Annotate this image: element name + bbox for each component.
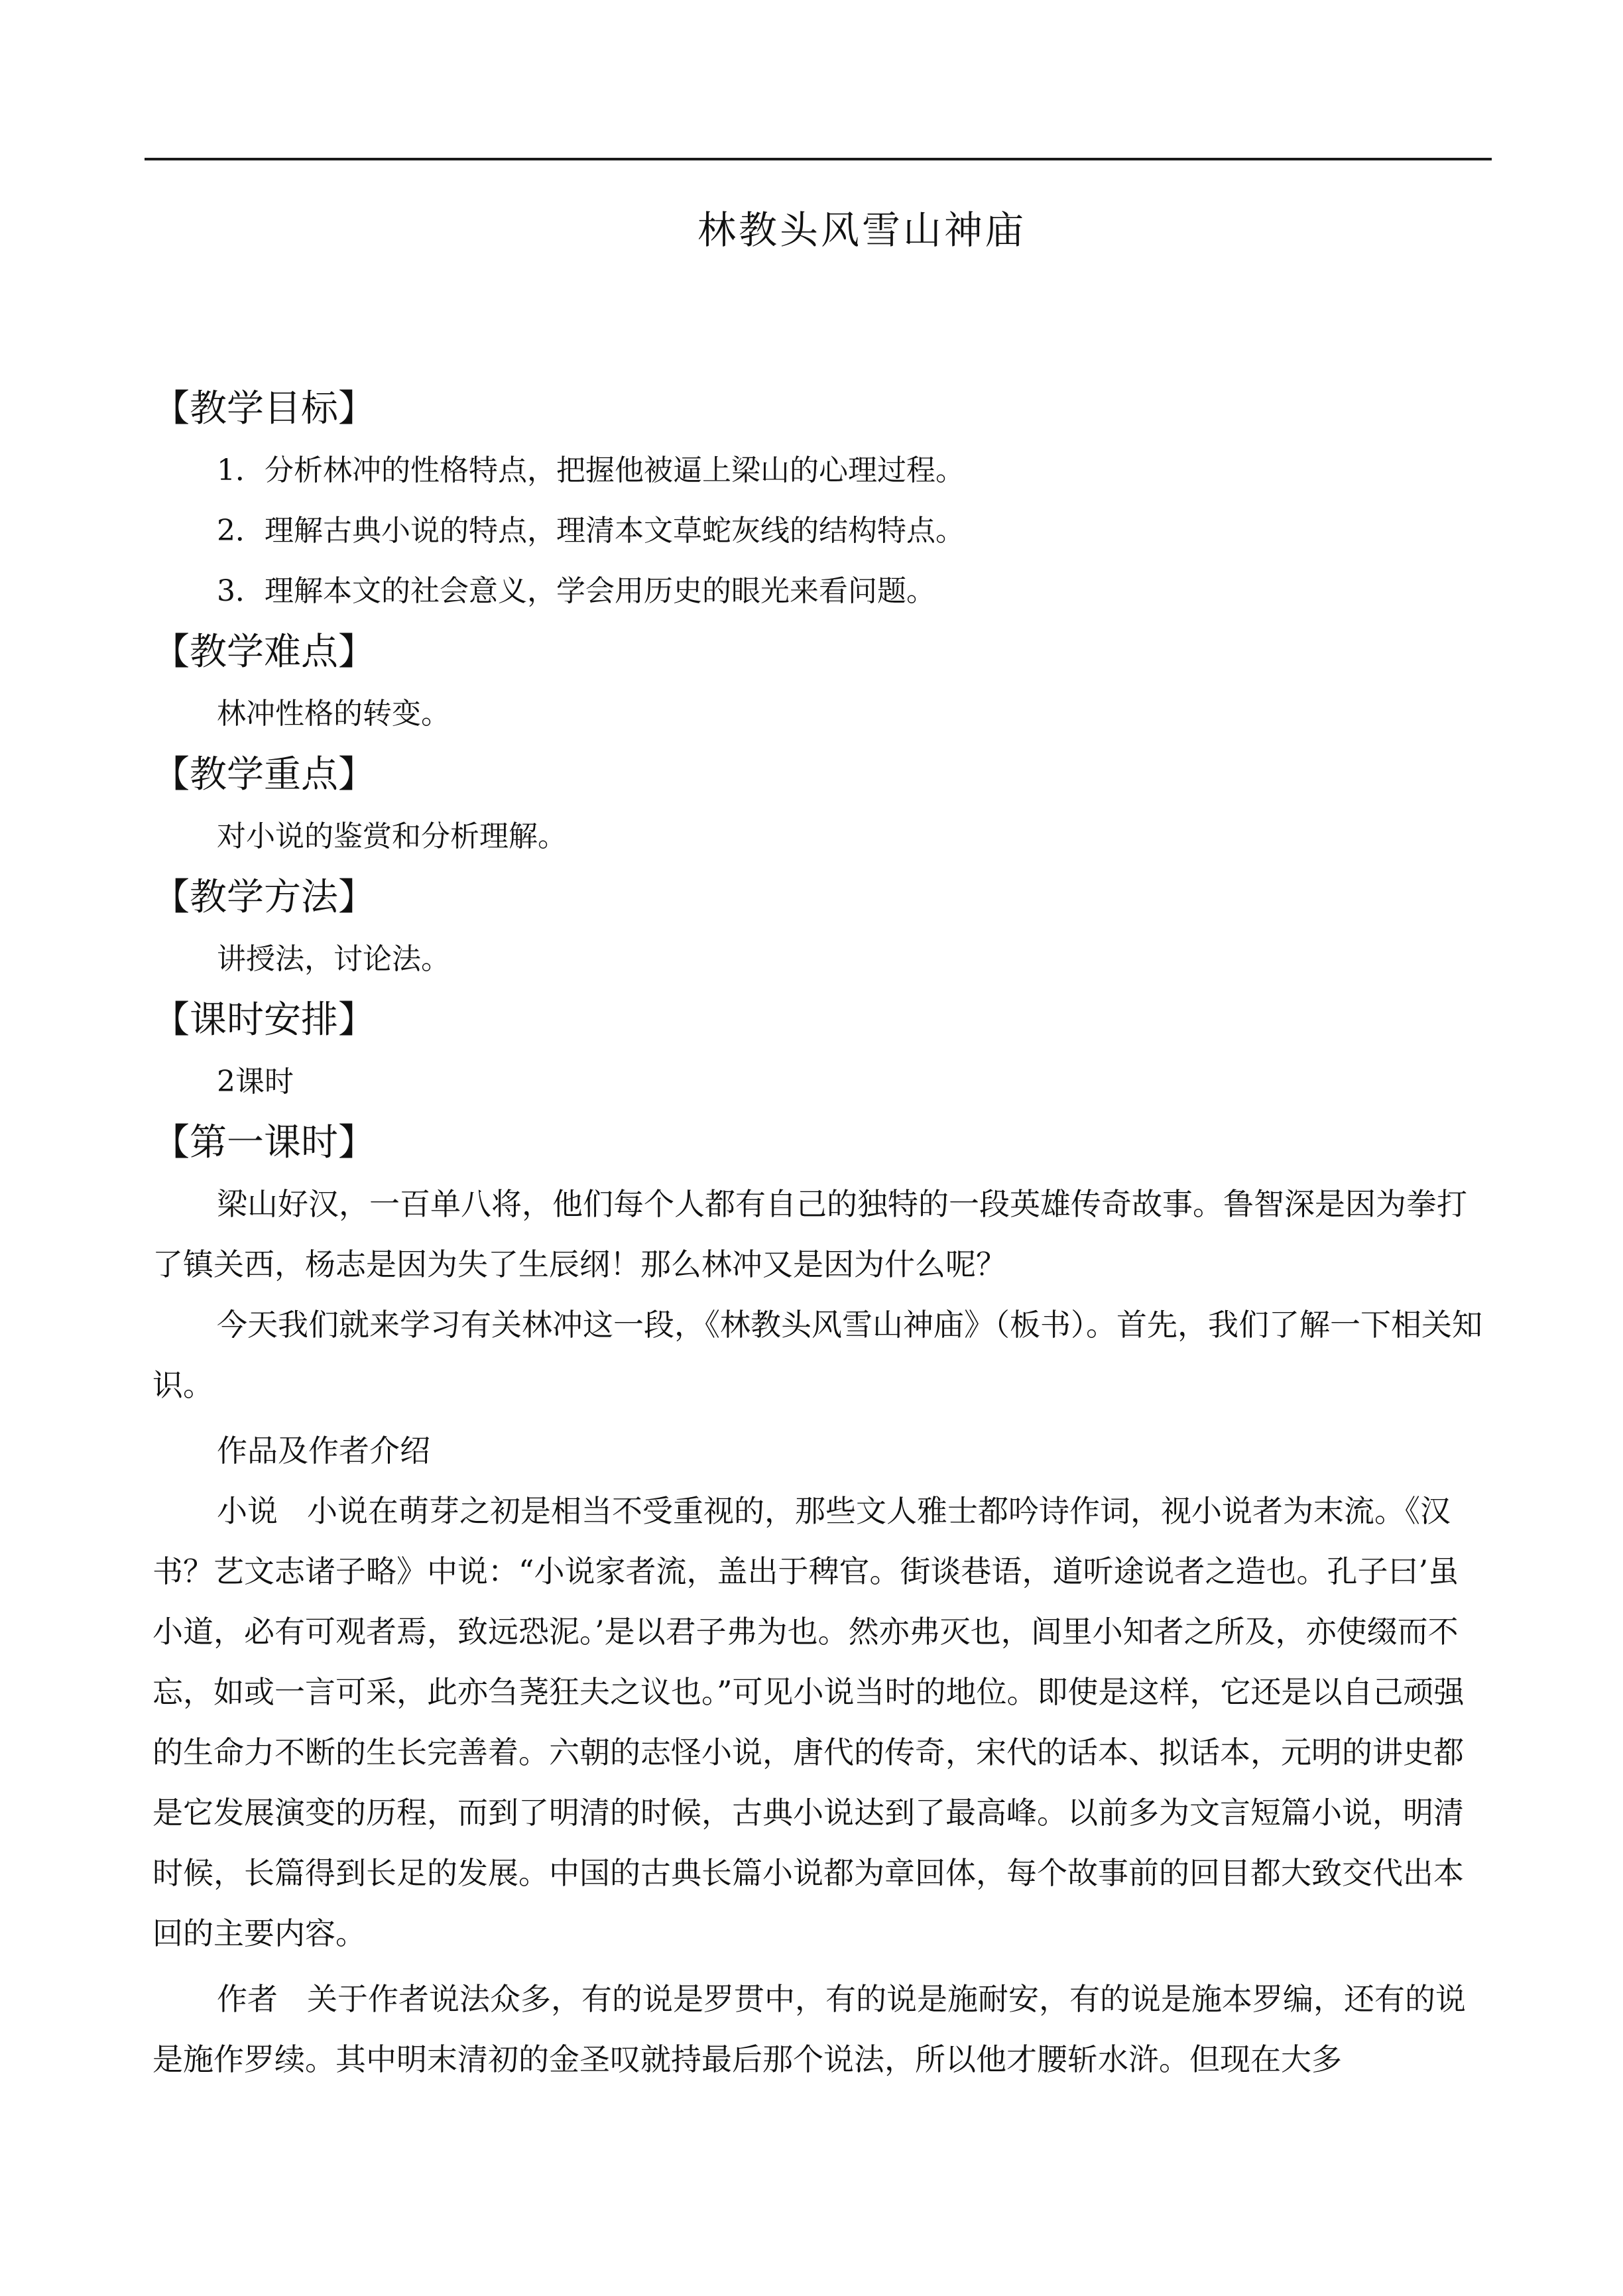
- schedule-text: 2课时: [217, 1065, 294, 1099]
- difficulty-text: 林冲性格的转变。: [217, 697, 450, 731]
- novel-label: 小说: [217, 1493, 278, 1529]
- key-text: 对小说的鉴赏和分析理解。: [217, 819, 567, 853]
- document-body: [152, 378, 1485, 2090]
- page-title: 林教头风雪山神庙: [697, 208, 1026, 253]
- section-heading-method: 【教学方法】: [152, 876, 375, 919]
- section-heading-lesson1: 【第一课时】: [152, 1121, 375, 1164]
- novel-paragraph: [152, 1481, 1485, 1964]
- lesson1-paragraph-2: 今天我们就来学习有关林冲这一段，《林教头风雪山神庙》（板书）。首先，我们了解一下相关知识。: [152, 1307, 1482, 1403]
- header-rule: [145, 158, 1492, 160]
- objective-item-2: 2．理解古典小说的特点，理清本文草蛇灰线的结构特点。: [217, 514, 965, 548]
- objective-item-3: 3．理解本文的社会意义，学会用历史的眼光来看问题。: [217, 574, 935, 608]
- author-text: 关于作者说法众多，有的说是罗贯中，有的说是施耐安，有的说是施本罗编，还有的说是施作罗续。其中明末清初的金圣叹就持最后那个说法，所以他才腰斩水浒。但现在大多: [152, 1981, 1466, 2077]
- lesson1-paragraph-1: 梁山好汉，一百单八将，他们每个人都有自己的独特的一段英雄传奇故事。鲁智深是因为拳打了镇关西，杨志是因为失了生辰纲！那么林冲又是因为什么呢？: [152, 1186, 1467, 1282]
- section-heading-objectives: 【教学目标】: [152, 387, 375, 430]
- section-heading-schedule: 【课时安排】: [152, 998, 375, 1042]
- objective-item-1: 1．分析林冲的性格特点，把握他被逼上梁山的心理过程。: [217, 453, 965, 487]
- author-label: 作者: [217, 1981, 278, 2017]
- section-heading-difficulty: 【教学难点】: [152, 631, 375, 674]
- method-text: 讲授法，讨论法。: [217, 942, 450, 976]
- section-heading-key: 【教学重点】: [152, 753, 375, 796]
- novel-text: 小说在萌芽之初是相当不受重视的，那些文人雅士都吟诗作词，视小说者为末流。《汉书？艺文志诸子略》中说：“小说家者流，盖出于稗官。街谈巷语，道听途说者之造也。孔子曰’虽小道，必有可观者焉，致远恐泥。’是以君子弗为也。然亦弗灭也，闾里小知者之所及，亦使缀而不忘，如或一言可采，此亦刍荛狂夫之议也。”可见小说当时的地位。即使是这样，它还是以自己顽强的生命力不断的生长完善着。六朝的志怪小说，唐代的传奇，宋代的话本、拟话本，元明的讲史都是它发展演变的历程，而到了明清的时候，古典小说达到了最高峰。以前多为文言短篇小说，明清时候，长篇得到长足的发展。中国的古典长篇小说都为章回体，每个故事前的回目都大致交代出本回的主要内容。: [152, 1493, 1465, 1951]
- author-paragraph: [152, 1969, 1485, 2090]
- lesson1-subheading: 作品及作者介绍: [217, 1433, 430, 1469]
